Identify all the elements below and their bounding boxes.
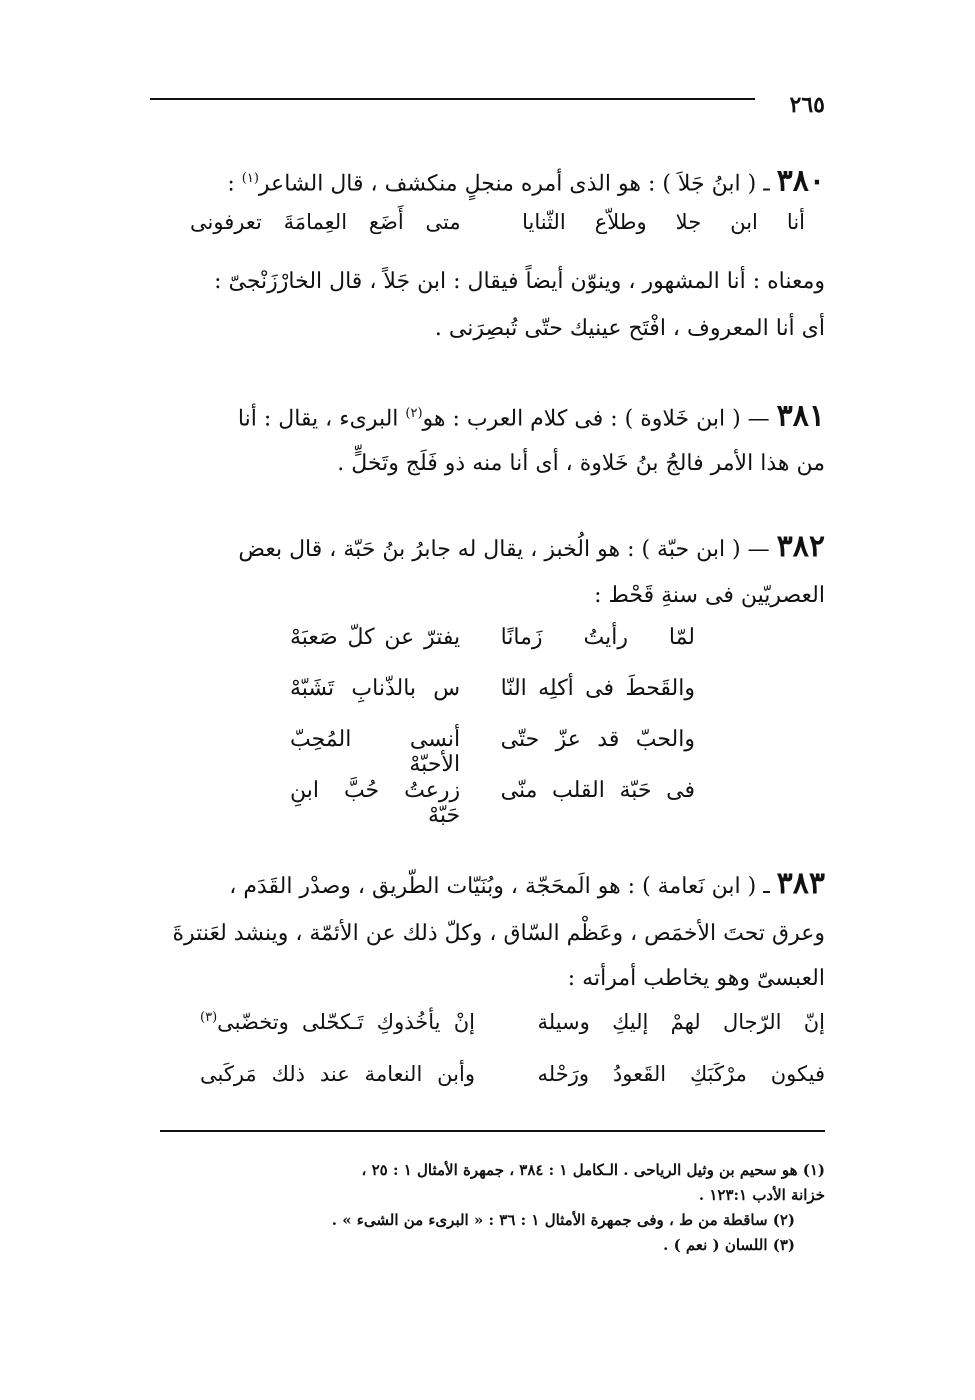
entry-text: ( ابن خَلاوة ) : فى كلام العرب : هو [422,406,741,432]
entry-text: ( ابن نَعامة ) : هو الَمحَجّة ، وبُنَيّات الطّريق ، وصدْر القَدَم ، [229,874,757,899]
entry-380-line-3: أى أنا المعروف ، افْتَح عينيك حتّى تُبصِرَنى . [434,316,825,341]
header-rule [150,98,755,100]
entry-381-line-2: من هذا الأمر فالجُ بنُ خَلاوة ، أى أنا منه ذو فَلَج وتَخلٍّ . [337,451,825,476]
verse-second-hemistich: متى أَضَع العِمامَةَ تعرفونى [190,210,461,234]
verse-second-hemistich: زرعتُ حُبَّ ابنِ حَبّهْ [290,778,461,828]
page-header [150,92,825,126]
entry-380-line-1: ٣٨٠ ـ ( ابنُ جَلاَ ) : هو الذى أمره منجلٍ منكشف ، قال الشاعر$^{(١)}$ : [227,163,825,199]
entry-382-line-1: ٣٨٢ — ( ابن حبّة ) : هو الُخبز ، يقال له جابرُ بنُ حَبّة ، قال بعض [238,529,825,564]
entry-383-line-2: وعرق تحتَ الأخمَص ، وعَظْم السّاق ، وكلّ ذلك عن الأئمّة ، وينشد لعَنترةَ [172,921,825,946]
footnote-ref: (١) [241,171,259,186]
verse-first-hemistich: فى حَبّة القلب منّى [500,778,695,803]
entry-380-line-2: ومعناه : أنا المشهور ، وينوّن أيضاً فيقال : ابن جَلاً ، قال الخارْزَنْجىّ : [214,269,825,294]
verse-line [190,210,805,254]
verse-second-hemistich: إنْ يأخُذوكِ تَـكحّلى وتخضّبى$^{(٣)}$ [200,1010,475,1034]
footnotes [160,1158,825,1258]
footnote-2: (٢) ساقطة من ط ، وفى جمهرة الأمثال ١ : ٣٦ : « البرىء من الشىء » . [331,1211,795,1229]
entry-text: ( ابن حبّة ) : هو الُخبز ، يقال له جابرُ بنُ حَبّة ، قال بعض [238,537,741,562]
verse-line [290,625,695,672]
entry-number: ٣٨٣ [776,866,825,901]
entry-text: ( ابنُ جَلاَ ) : هو الذى أمره منجلٍ منكشف ، قال الشاعر [258,171,757,197]
verse-line [290,727,695,777]
verse-line [200,1062,825,1106]
verse-second-hemistich: أنسى المُحِبّ الأحبّهْ [290,727,461,777]
verse-first-hemistich: أنا ابن جلا وطلاّع الثّنايا [522,210,805,234]
entry-382-line-2: العصريّين فى سنةِ قَحْط : [594,583,825,608]
verse-first-hemistich: والحبّ قد عزّ حتّى [500,727,695,752]
entry-383-line-1: ٣٨٣ ـ ( ابن نَعامة ) : هو الَمحَجّة ، وبُنَيّات الطّريق ، وصدْر القَدَم ، [229,866,825,901]
footnote-1-cont: خزانة الأدب ١٢٣:١ . [698,1186,825,1204]
entry-381-line-1: ٣٨١ — ( ابن خَلاوة ) : فى كلام العرب : هو$^{(٢)}$ البرىء ، يقال : أنا [237,398,825,434]
verse-line [290,676,695,723]
verse-first-hemistich: والقَحطَ فى أكلِه النّا [500,676,695,701]
verse-second-hemistich: فيكون مرْكَبَكِ القَعودُ ورَحْله [537,1062,825,1086]
verse-line [200,1010,825,1054]
page-number: ٢٦٥ [789,92,825,118]
footnote-ref: (٢) [405,406,423,421]
entry-number: ٣٨٢ [776,529,825,564]
footnote-ref: (٣) [200,1010,218,1025]
verse-second-hemistich: يفترّ عن كلّ صَعبَهْ [290,625,461,650]
verse-first-hemistich: لمّا رأيتُ زَمانًا [500,625,695,650]
footnote-3: (٣) اللسان ( نعم ) . [663,1236,795,1254]
verse-second-hemistich: س بالذّنابِ تَشَبّهْ [290,676,461,701]
footnote-rule [160,1130,825,1132]
verse-line [290,778,695,828]
entry-number: ٣٨١ [776,398,825,434]
verse-first-hemistich: إنّ الرّجال لهمْ إليكِ وسيلة [537,1010,825,1034]
entry-number: ٣٨٠ [776,163,825,199]
verse-first-hemistich: وأبن النعامة عند ذلك مَركَبى [200,1062,475,1086]
footnote-1: (١) هو سحيم بن وثيل الرياحى . الـكامل ١ : ٣٨٤ ، جمهرة الأمثال ١ : ٢٥ ، [361,1161,825,1179]
entry-383-line-3: العبسىّ وهو يخاطب أمرأته : [567,966,825,991]
